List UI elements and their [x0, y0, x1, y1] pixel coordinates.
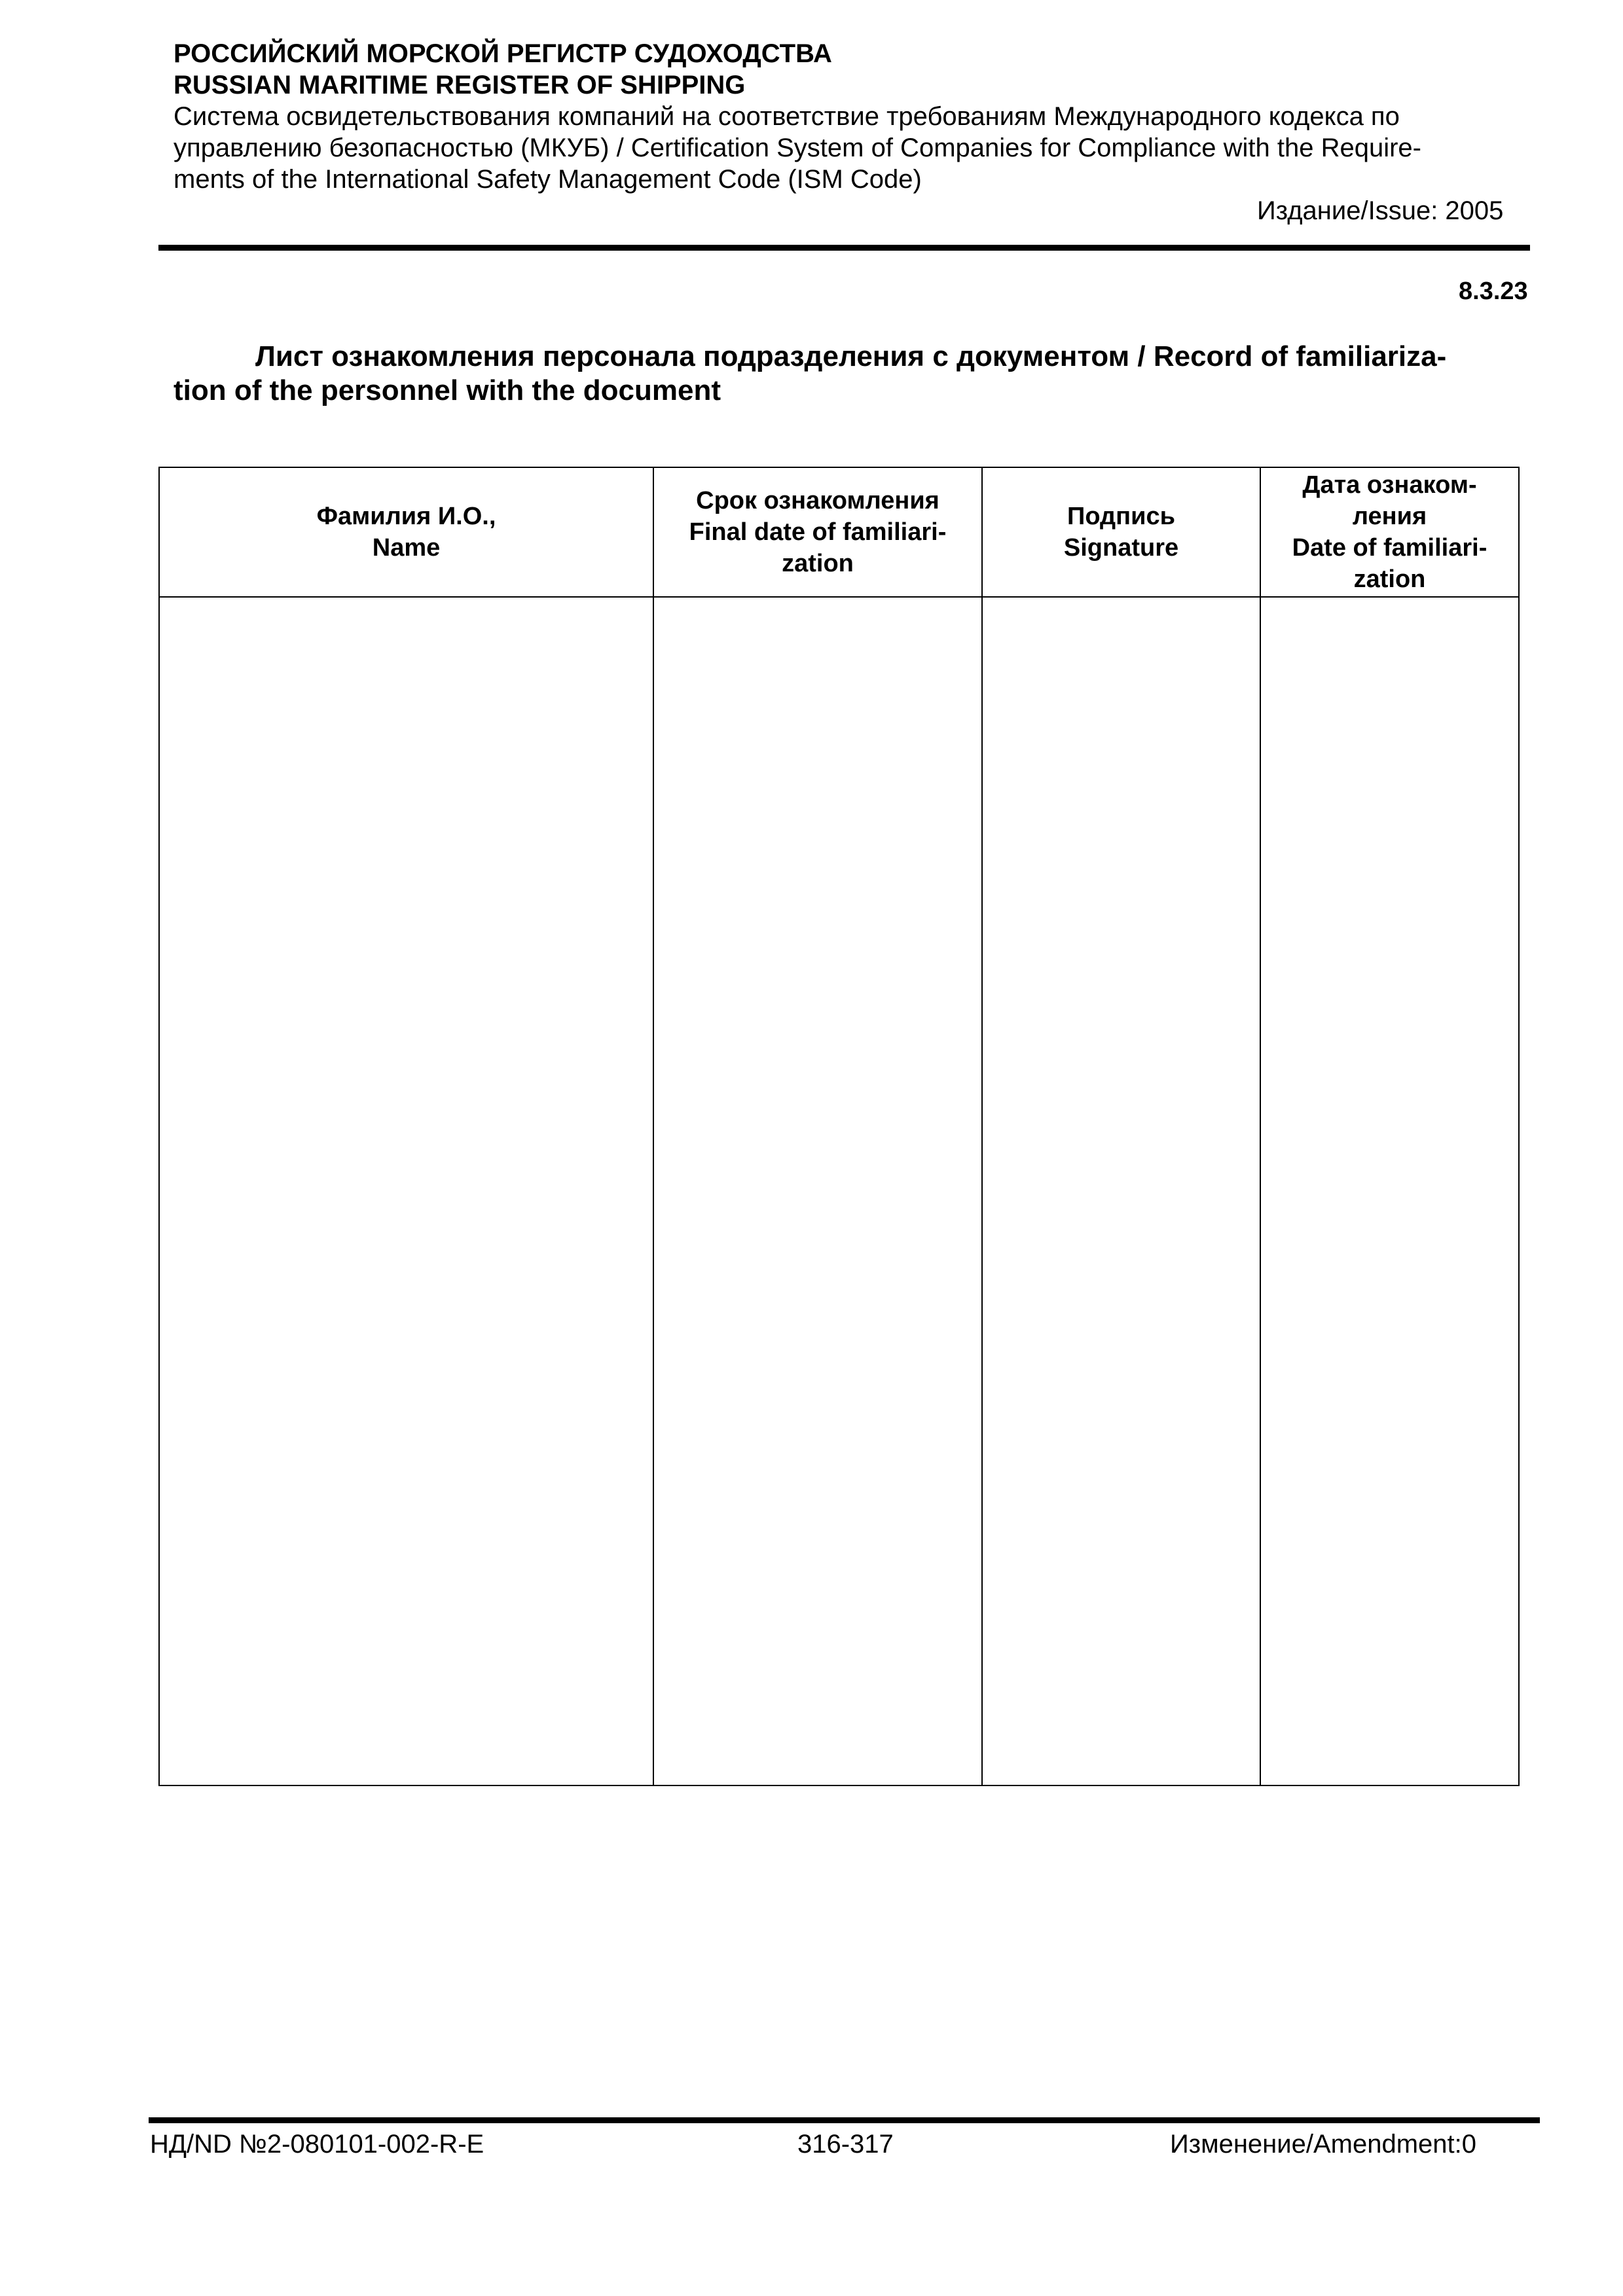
footer-divider — [149, 2117, 1540, 2123]
organization-name-ru: РОССИЙСКИЙ МОРСКОЙ РЕГИСТР СУДОХОДСТВА — [173, 39, 832, 68]
table-header-row — [159, 467, 1519, 597]
column-header-final-date: Срок ознакомления Final date of familiari- zation — [653, 467, 982, 597]
issue-label: Издание/Issue: 2005 — [1257, 196, 1504, 225]
certification-system-line-2: управлению безопасностью (МКУБ) / Certification System of Companies for Compliance with the Require- — [173, 134, 1421, 162]
header-divider — [158, 245, 1530, 251]
form-title-line-1: Лист ознакомления персонала подразделения с документом / Record of familiariza- — [255, 340, 1447, 372]
signature-entry-cell[interactable] — [982, 597, 1260, 1785]
familiarization-date-entry-cell[interactable] — [1260, 597, 1519, 1785]
certification-system-line-1: Система освидетельствования компаний на соответствие требованиям Международного кодекса по — [173, 102, 1400, 131]
document-number: НД/ND №2-080101-002-R-E — [150, 2130, 484, 2159]
name-entry-cell[interactable] — [159, 597, 653, 1785]
table-row — [159, 597, 1519, 1785]
column-header-name: Фамилия И.О., Name — [159, 467, 653, 597]
column-header-signature: Подпись Signature — [982, 467, 1260, 597]
page-range: 316-317 — [797, 2130, 894, 2159]
familiarization-table-container — [158, 467, 1520, 1786]
form-title — [173, 340, 1516, 408]
form-title-line-2: tion of the personnel with the document — [173, 374, 721, 406]
final-date-entry-cell[interactable] — [653, 597, 982, 1785]
column-header-familiarization-date: Дата ознаком- ления Date of familiari- zation — [1260, 467, 1519, 597]
familiarization-table — [158, 467, 1520, 1786]
section-number: 8.3.23 — [1459, 278, 1528, 305]
organization-name-en: RUSSIAN MARITIME REGISTER OF SHIPPING — [173, 71, 746, 99]
amendment-label: Изменение/Amendment:0 — [1170, 2130, 1476, 2159]
document-header — [173, 38, 1522, 195]
certification-system-line-3: ments of the International Safety Management Code (ISM Code) — [173, 165, 922, 194]
